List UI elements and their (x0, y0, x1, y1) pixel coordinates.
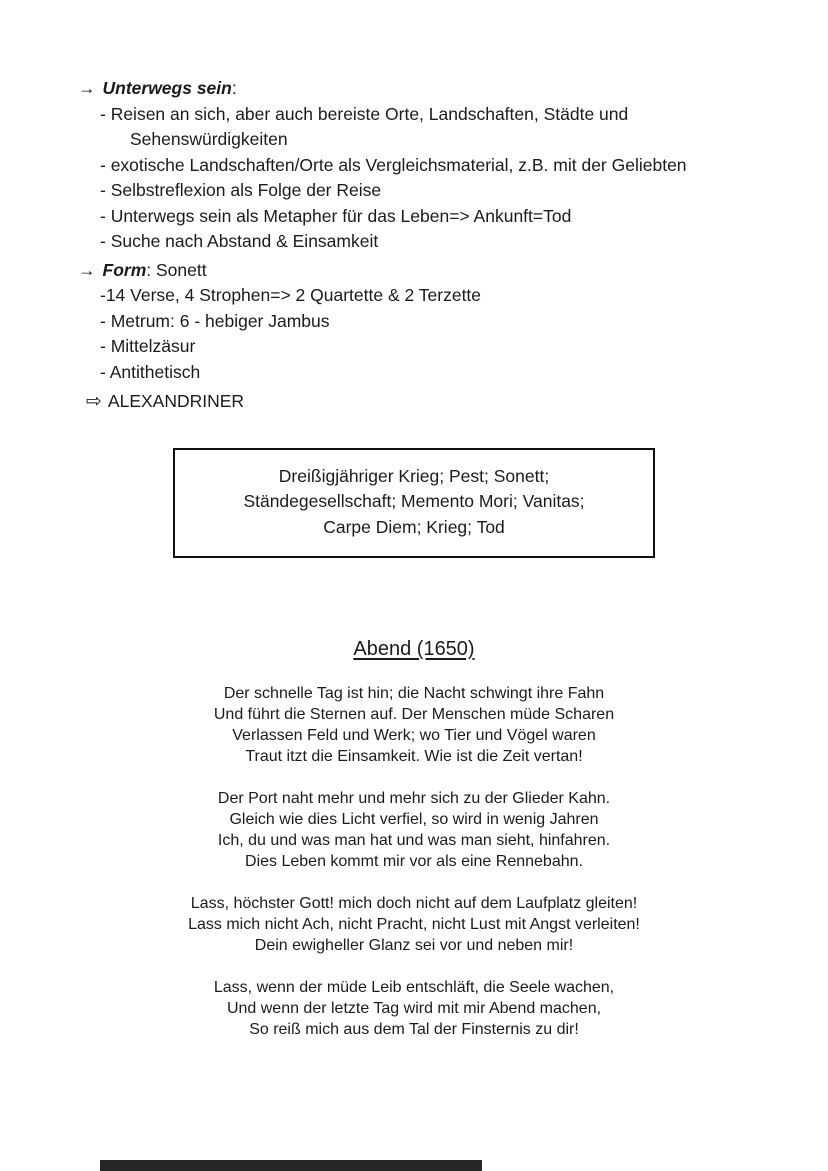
poem-stanza (0, 977, 828, 1040)
poem-line: Dies Leben kommt mir vor als eine Rennebahn. (245, 853, 583, 870)
poem-line: Gleich wie dies Licht verfiel, so wird in wenig Jahren (229, 811, 599, 828)
bullet-item: - Metrum: 6 - hebiger Jambus (100, 310, 330, 331)
double-right-arrow-icon: ⇨ (86, 391, 102, 412)
topic-heading-form (78, 258, 768, 284)
bullet-item: - Mittelzäsur (100, 336, 196, 356)
poem-line: So reiß mich aus dem Tal der Finsternis zu dir! (249, 1021, 579, 1038)
bullet-item: -14 Verse, 4 Strophen=> 2 Quartette & 2 Terzette (100, 285, 482, 305)
bullet-item: - Unterwegs sein als Metapher für das Leben=> Ankunft=Tod (100, 205, 572, 226)
bullet-item: - Antithetisch (100, 361, 201, 382)
conclusion-text: ALEXANDRINER (107, 391, 245, 411)
topic-title: Form (102, 259, 147, 280)
keyword-line: Dreißigjähriger Krieg; Pest; Sonett; (278, 465, 550, 486)
bullet-item: - Reisen an sich, aber auch bereiste Orte, Landschaften, Städte und Sehenswürdigkeiten (100, 103, 629, 149)
poem-line: Traut itzt die Einsamkeit. Wie ist die Zeit vertan! (245, 748, 583, 765)
keyword-line: Ständegesellschaft; Memento Mori; Vanitas; (243, 491, 585, 511)
poem-line: Der schnelle Tag ist hin; die Nacht schwingt ihre Fahn (223, 685, 605, 702)
poem-line: Und führt die Sternen auf. Der Menschen müde Scharen (213, 706, 615, 723)
poem-line: Verlassen Feld und Werk; wo Tier und Vögel waren (232, 727, 596, 744)
bullet-item: - exotische Landschaften/Orte als Vergleichsmaterial, z.B. mit der Geliebten (100, 154, 687, 175)
poem-line: Der Port naht mehr und mehr sich zu der Glieder Kahn. (217, 790, 611, 807)
poem-line: Ich, du und was man hat und was man sieht, hinfahren. (217, 832, 611, 849)
poem-stanza (0, 683, 828, 767)
topic-suffix: : Sonett (146, 259, 207, 280)
conclusion-line (86, 389, 768, 415)
poem-stanza (0, 893, 828, 956)
poem-stanza (0, 788, 828, 872)
poem-title-wrap (0, 638, 828, 683)
poem-title: Abend (1650) (353, 638, 475, 660)
poem-line: Und wenn der letzte Tag wird mit mir Abend machen, (226, 1000, 602, 1017)
poem-line: Lass, wenn der müde Leib entschläft, die Seele wachen, (213, 979, 615, 996)
poem-line: Dein ewigheller Glanz sei vor und neben mir! (254, 937, 574, 954)
notes-section (0, 0, 828, 415)
bottom-edge-bar (100, 1160, 482, 1171)
keyword-line: Carpe Diem; Krieg; Tod (323, 516, 505, 537)
right-arrow-icon: → (78, 78, 96, 98)
bullet-item: - Suche nach Abstand & Einsamkeit (100, 231, 379, 251)
right-arrow-icon: → (78, 259, 96, 280)
topic-title: Unterwegs sein (102, 78, 232, 98)
poem-line: Lass mich nicht Ach, nicht Pracht, nicht Lust mit Angst verleiten! (188, 916, 640, 933)
topic-heading-unterwegs-sein (78, 76, 768, 102)
poem-line: Lass, höchster Gott! mich doch nicht auf dem Laufplatz gleiten! (190, 895, 638, 912)
topic-suffix: : (231, 78, 237, 98)
poem (0, 638, 828, 1040)
keyword-box (173, 448, 655, 559)
bullet-item: - Selbstreflexion als Folge der Reise (100, 180, 382, 200)
